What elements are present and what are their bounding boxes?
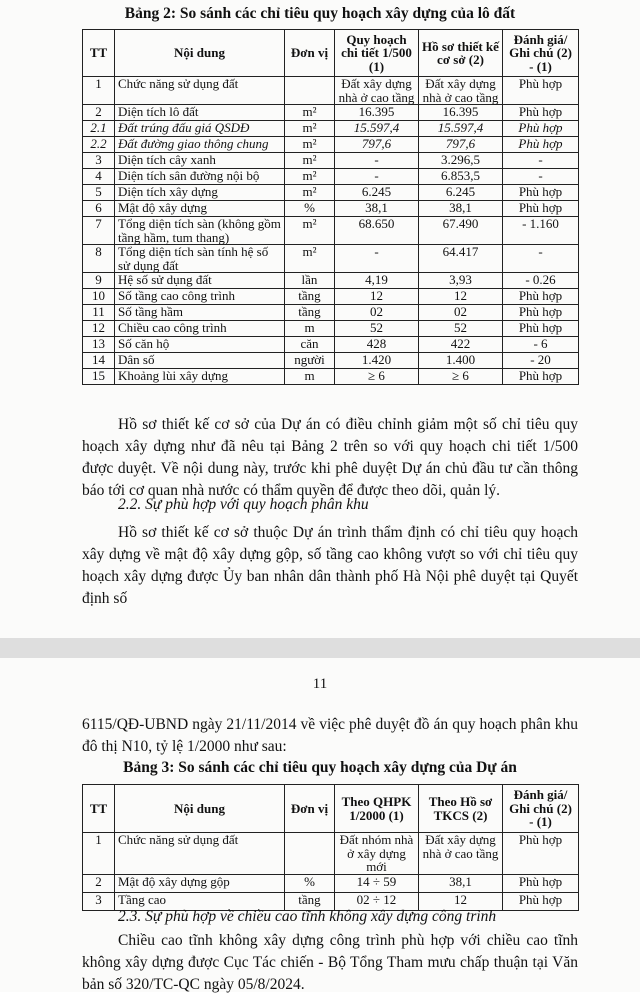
cell-design: 6.245	[419, 185, 503, 201]
cell-plan: ≥ 6	[335, 369, 419, 385]
cell-tt: 11	[83, 305, 115, 321]
cell-tt: 13	[83, 337, 115, 353]
cell-content: Mật độ xây dựng	[115, 201, 285, 217]
header-design: Hồ sơ thiết kế cơ sở (2)	[419, 30, 503, 77]
cell-plan: 6.245	[335, 185, 419, 201]
cell-unit: m²	[285, 245, 335, 273]
cell-design: 422	[419, 337, 503, 353]
table-row	[83, 874, 579, 892]
cell-note: Phù hợp	[503, 874, 579, 892]
cell-plan: 14 ÷ 59	[335, 874, 419, 892]
table-row	[83, 121, 579, 137]
cell-unit: m²	[285, 137, 335, 153]
page-number: 11	[312, 676, 328, 692]
cell-note: - 0.26	[503, 273, 579, 289]
cell-design: 16.395	[419, 105, 503, 121]
cell-content: Diện tích xây dựng	[115, 185, 285, 201]
cell-design: 797,6	[419, 137, 503, 153]
cell-note: Phù hợp	[503, 77, 579, 105]
table-row	[83, 337, 579, 353]
cell-unit	[285, 833, 335, 875]
cell-note: Phù hợp	[503, 833, 579, 875]
cell-design: 1.400	[419, 353, 503, 369]
cell-plan: -	[335, 153, 419, 169]
cell-unit: lần	[285, 273, 335, 289]
page-separator	[0, 638, 640, 658]
cell-design: 02	[419, 305, 503, 321]
table-row	[83, 105, 579, 121]
cell-unit: %	[285, 874, 335, 892]
cell-unit: tầng	[285, 892, 335, 910]
header-content: Nội dung	[115, 30, 285, 77]
cell-plan: 02	[335, 305, 419, 321]
table-row	[83, 201, 579, 217]
cell-design: 52	[419, 321, 503, 337]
cell-tt: 1	[83, 77, 115, 105]
cell-unit: m²	[285, 217, 335, 245]
cell-unit	[285, 77, 335, 105]
cell-design: 12	[419, 289, 503, 305]
table-row	[83, 289, 579, 305]
cell-plan: 68.650	[335, 217, 419, 245]
cell-unit: người	[285, 353, 335, 369]
cell-note: Phù hợp	[503, 305, 579, 321]
cell-tt: 12	[83, 321, 115, 337]
cell-content: Diện tích cây xanh	[115, 153, 285, 169]
cell-plan: 16.395	[335, 105, 419, 121]
table-row	[83, 321, 579, 337]
cell-tt: 9	[83, 273, 115, 289]
cell-design: 38,1	[419, 874, 503, 892]
cell-design: Đất xây dựng nhà ở cao tầng	[419, 833, 503, 875]
cell-design: 67.490	[419, 217, 503, 245]
table-row	[83, 833, 579, 875]
cell-note: - 6	[503, 337, 579, 353]
cell-note: Phù hợp	[503, 201, 579, 217]
table-row	[83, 305, 579, 321]
cell-content: Số tầng cao công trình	[115, 289, 285, 305]
cell-note: - 1.160	[503, 217, 579, 245]
cell-content: Số tầng hầm	[115, 305, 285, 321]
cell-design: 64.417	[419, 245, 503, 273]
cell-note: Phù hợp	[503, 289, 579, 305]
header-content: Nội dung	[115, 785, 285, 833]
cell-note: Phù hợp	[503, 121, 579, 137]
cell-content: Khoảng lùi xây dựng	[115, 369, 285, 385]
cell-content: Chiều cao công trình	[115, 321, 285, 337]
cell-plan: -	[335, 245, 419, 273]
cell-note: -	[503, 245, 579, 273]
table-row	[83, 153, 579, 169]
cell-tt: 3	[83, 153, 115, 169]
cell-unit: m²	[285, 185, 335, 201]
table-row	[83, 245, 579, 273]
cell-design: Đất xây dựng nhà ở cao tầng	[419, 77, 503, 105]
cell-plan: Đất nhóm nhà ở xây dựng mới	[335, 833, 419, 875]
cell-design: 6.853,5	[419, 169, 503, 185]
cell-design: 3.296,5	[419, 153, 503, 169]
cell-plan: 1.420	[335, 353, 419, 369]
cell-unit: m²	[285, 153, 335, 169]
cell-tt: 15	[83, 369, 115, 385]
cell-unit: m²	[285, 121, 335, 137]
header-note: Đánh giá/ Ghi chú (2) - (1)	[503, 785, 579, 833]
table-row	[83, 369, 579, 385]
cell-content: Đất đường giao thông chung	[115, 137, 285, 153]
cell-plan: 797,6	[335, 137, 419, 153]
cell-content: Diện tích lô đất	[115, 105, 285, 121]
cell-note: Phù hợp	[503, 892, 579, 910]
cell-design: 15.597,4	[419, 121, 503, 137]
table-row	[83, 185, 579, 201]
cell-unit: căn	[285, 337, 335, 353]
cell-tt: 2.2	[83, 137, 115, 153]
table-row	[83, 137, 579, 153]
cell-note: -	[503, 153, 579, 169]
cell-content: Đất trúng đấu giá QSDĐ	[115, 121, 285, 137]
cell-plan: 12	[335, 289, 419, 305]
cell-content: Chức năng sử dụng đất	[115, 77, 285, 105]
header-plan: Quy hoạch chi tiết 1/500 (1)	[335, 30, 419, 77]
cell-tt: 3	[83, 892, 115, 910]
cell-plan: Đất xây dựng nhà ở cao tầng	[335, 77, 419, 105]
cell-tt: 2	[83, 874, 115, 892]
paragraph-adjustment: Hồ sơ thiết kế cơ sở của Dự án có điều chỉnh giảm một số chỉ tiêu quy hoạch xây dựng như đã nêu tại Bảng 2 trên so với quy hoạch chi tiết 1/500 được duyệt. Về nội dung này, trước khi phê duyệt Dự án chủ đầu tư cần thông báo tới cơ quan nhà nước có thẩm quyền để được theo dõi, quản lý.	[82, 416, 578, 499]
cell-plan: 15.597,4	[335, 121, 419, 137]
cell-note: Phù hợp	[503, 105, 579, 121]
cell-unit: m²	[285, 169, 335, 185]
cell-unit: m	[285, 369, 335, 385]
header-plan: Theo QHPK 1/2000 (1)	[335, 785, 419, 833]
header-design: Theo Hồ sơ TKCS (2)	[419, 785, 503, 833]
table-row	[83, 273, 579, 289]
cell-tt: 7	[83, 217, 115, 245]
cell-tt: 14	[83, 353, 115, 369]
cell-plan: 02 ÷ 12	[335, 892, 419, 910]
cell-note: -	[503, 169, 579, 185]
header-tt: TT	[83, 785, 115, 833]
cell-tt: 5	[83, 185, 115, 201]
heading-2-2: 2.2. Sự phù hợp với quy hoạch phân khu	[118, 496, 369, 513]
cell-content: Tầng cao	[115, 892, 285, 910]
cell-design: 12	[419, 892, 503, 910]
table-2-title: Bảng 2: So sánh các chỉ tiêu quy hoạch xây dựng của lô đất	[124, 5, 516, 22]
cell-note: - 20	[503, 353, 579, 369]
cell-content: Mật độ xây dựng gộp	[115, 874, 285, 892]
cell-content: Tổng diện tích sàn tính hệ số sử dụng đất	[115, 245, 285, 273]
header-unit: Đơn vị	[285, 785, 335, 833]
paragraph-decision: 6115/QĐ-UBND ngày 21/11/2014 về việc phê duyệt đồ án quy hoạch phân khu đô thị N10, tỷ lệ 1/2000 như sau:	[82, 716, 578, 755]
cell-plan: 4,19	[335, 273, 419, 289]
cell-plan: -	[335, 169, 419, 185]
cell-unit: %	[285, 201, 335, 217]
cell-unit: m	[285, 321, 335, 337]
cell-note: Phù hợp	[503, 185, 579, 201]
table-row	[83, 169, 579, 185]
cell-tt: 8	[83, 245, 115, 273]
heading-2-3: 2.3. Sự phù hợp về chiều cao tĩnh không xây dựng công trình	[118, 908, 497, 925]
cell-content: Hệ số sử dụng đất	[115, 273, 285, 289]
paragraph-zoning: Hồ sơ thiết kế cơ sở thuộc Dự án trình thẩm định có chỉ tiêu quy hoạch xây dựng về mật độ xây dựng gộp, số tầng cao không vượt so với chỉ tiêu quy hoạch xây dựng được Ủy ban nhân dân thành phố Hà Nội phê duyệt tại Quyết định số	[82, 524, 578, 607]
table-3	[82, 784, 579, 911]
cell-plan: 52	[335, 321, 419, 337]
cell-content: Chức năng sử dụng đất	[115, 833, 285, 875]
paragraph-height: Chiều cao tĩnh không xây dựng công trình phù hợp với chiều cao tĩnh không xây dựng được Cục Tác chiến - Bộ Tổng Tham mưu chấp thuận tại Văn bản số 320/TC-QC ngày 05/8/2024.	[82, 932, 578, 993]
cell-plan: 38,1	[335, 201, 419, 217]
cell-note: Phù hợp	[503, 137, 579, 153]
table-row	[83, 217, 579, 245]
table-2	[82, 29, 579, 385]
header-note: Đánh giá/ Ghi chú (2) - (1)	[503, 30, 579, 77]
cell-content: Số căn hộ	[115, 337, 285, 353]
cell-design: ≥ 6	[419, 369, 503, 385]
cell-tt: 4	[83, 169, 115, 185]
cell-content: Tổng diện tích sàn (không gồm tầng hầm, tum thang)	[115, 217, 285, 245]
cell-design: 38,1	[419, 201, 503, 217]
cell-design: 3,93	[419, 273, 503, 289]
header-tt: TT	[83, 30, 115, 77]
cell-plan: 428	[335, 337, 419, 353]
cell-tt: 1	[83, 833, 115, 875]
cell-tt: 6	[83, 201, 115, 217]
cell-content: Diện tích sân đường nội bộ	[115, 169, 285, 185]
cell-unit: m²	[285, 105, 335, 121]
cell-unit: tầng	[285, 289, 335, 305]
cell-unit: tầng	[285, 305, 335, 321]
cell-tt: 2	[83, 105, 115, 121]
cell-note: Phù hợp	[503, 321, 579, 337]
table-row	[83, 77, 579, 105]
cell-note: Phù hợp	[503, 369, 579, 385]
table-row	[83, 353, 579, 369]
cell-tt: 2.1	[83, 121, 115, 137]
header-unit: Đơn vị	[285, 30, 335, 77]
cell-tt: 10	[83, 289, 115, 305]
cell-content: Dân số	[115, 353, 285, 369]
table-3-title: Bảng 3: So sánh các chỉ tiêu quy hoạch xây dựng của Dự án	[123, 759, 517, 776]
